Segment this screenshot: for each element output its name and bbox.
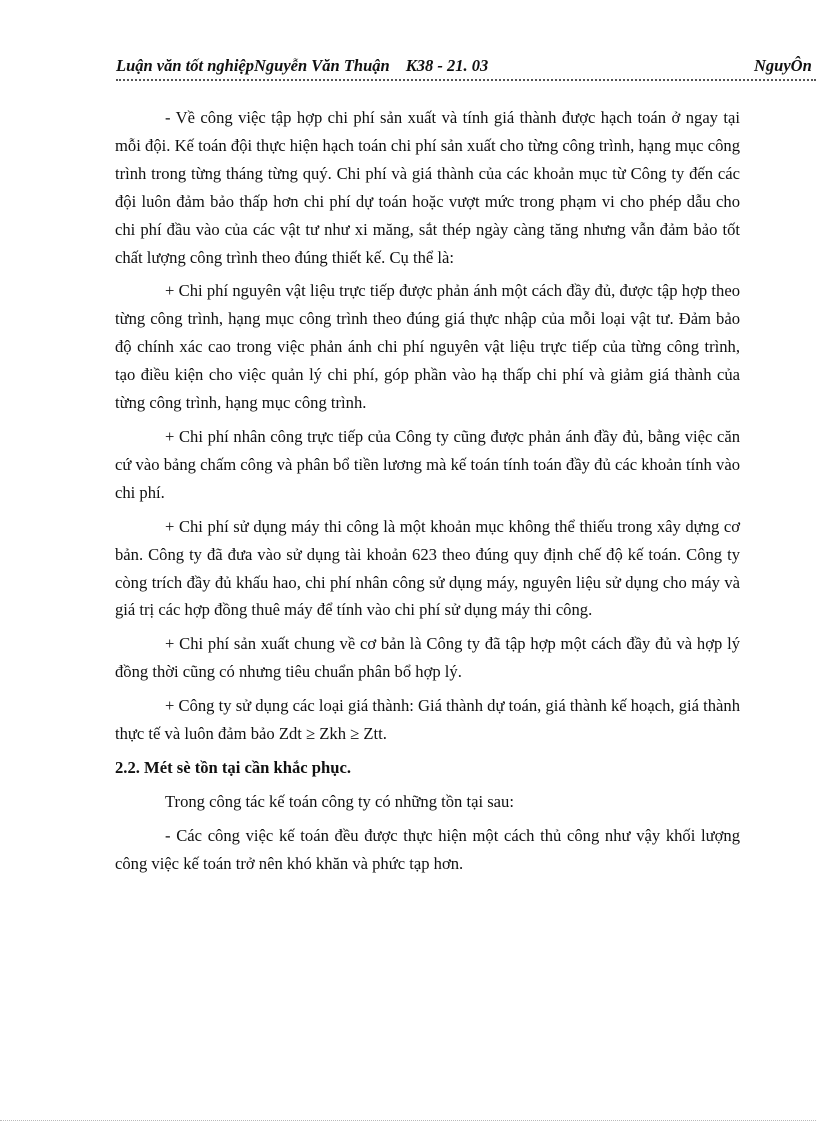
paragraph-machine-costs: + Chi phí sử dụng máy thi công là một khoản mục không thể thiếu trong xây dựng cơ bản. Công ty đã đưa vào sử dụng tài khoản 623 theo đúng quy định chế độ kế toán. Công ty còng trích đầy đủ khấu hao, chi phí nhân công sử dụng máy, nguyên liệu sử dụng cho máy và giá trị các hợp đồng thuê máy để tính vào chi phí sử dụng máy thi công. — [115, 516, 740, 620]
header-class-code: K38 - 21. 03 — [405, 56, 489, 75]
header-divider — [116, 79, 816, 81]
header-author-title: Luận văn tốt nghiệpNguyễn Văn Thuận — [116, 56, 390, 75]
paragraph-direct-materials: + Chi phí nguyên vật liệu trực tiếp được phản ánh một cách đầy đủ, được tập hợp theo từng công trình, hạng mục công trình theo đúng giá thực nhập của mỗi loại vật tư. Đảm bảo độ chính xác cao trong việc phản ánh chi phí nguyên vật liệu trực tiếp của từng công trình, tạo điều kiện cho việc quản lý chi phí, góp phần vào hạ thấp chi phí và giảm giá thành của từng công trình, hạng mục công trình. — [115, 281, 740, 413]
paragraph-existing-issues: Trong công tác kế toán công ty có những tồn tại sau: — [165, 791, 514, 811]
header-author-right: NguyÔn — [754, 56, 812, 75]
paragraph-costing-overview: - Về công việc tập hợp chi phí sản xuất và tính giá thành được hạch toán ở ngay tại mỗi đội. Kế toán đội thực hiện hạch toán chi phí sản xuất cho từng công trình, hạng mục công trình trong từng tháng từng quý. Chi phí và giá thành của các khoản mục từ Công ty đến các đội luôn đảm bảo thấp hơn chi phí dự toán hoặc vượt mức trong phạm vi cho phép dẫu cho chi phí đầu vào của các vật tư như xi măng, sắt thép ngày càng tăng nhưng vẫn đảm bảo tốt chất lượng công trình theo đúng thiết kế. Cụ thể là: — [115, 108, 740, 267]
footer-divider — [0, 1120, 816, 1121]
section-heading: 2.2. Mét sè tồn tại cần khắc phục. — [115, 757, 351, 777]
paragraph-cost-types: + Công ty sử dụng các loại giá thành: Giá thành dự toán, giá thành kế hoạch, giá thành thực tế và luôn đảm bảo Zdt ≥ Zkh ≥ Ztt. — [115, 696, 740, 744]
header-title — [116, 56, 488, 76]
paragraph-direct-labor: + Chi phí nhân công trực tiếp của Công ty cũng được phản ánh đầy đủ, bằng việc căn cứ vào bảng chấm công và phân bổ tiền lương mà kế toán tính toán đầy đủ các khoản tính vào chi phí. — [115, 426, 740, 502]
paragraph-general-production: + Chi phí sản xuất chung về cơ bản là Công ty đã tập hợp một cách đầy đủ và hợp lý đồng thời cũng có nhưng tiêu chuẩn phân bổ hợp lý. — [115, 634, 740, 682]
paragraph-manual-work: - Các công việc kế toán đều được thực hiện một cách thủ công như vậy khối lượng công việc kế toán trở nên khó khăn và phức tạp hơn. — [115, 825, 740, 873]
document-body — [115, 104, 740, 884]
